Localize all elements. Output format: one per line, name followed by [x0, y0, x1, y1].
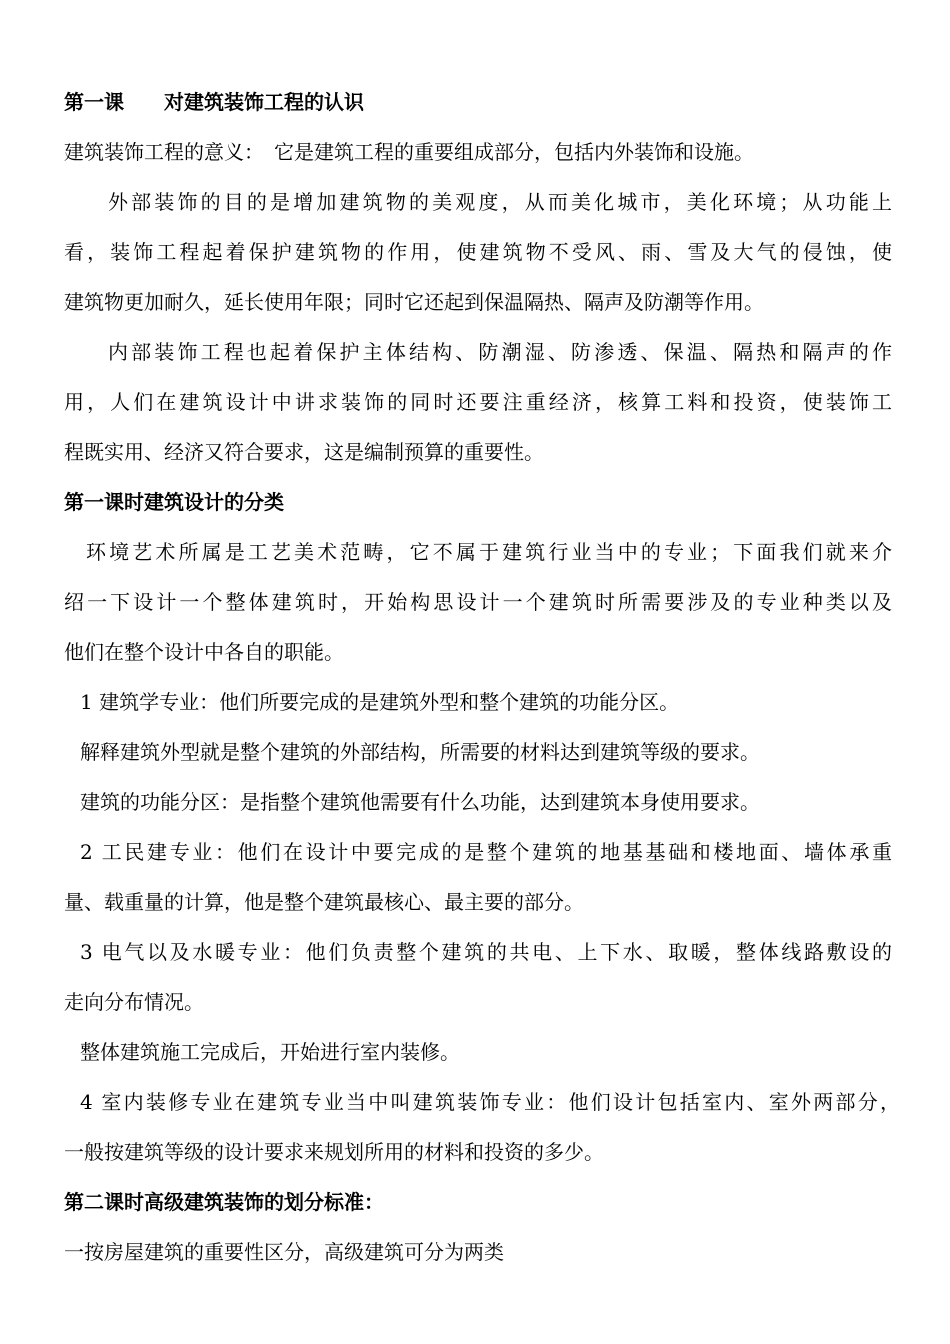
para2-line2: 用，人们在建筑设计中讲求装饰的同时还要注重经济，核算工料和投资，使装饰工 [64, 390, 892, 414]
note-construction: 整体建筑施工完成后，开始进行室内装修。 [80, 1040, 460, 1064]
item1-note1: 解释建筑外型就是整个建筑的外部结构，所需要的材料达到建筑等级的要求。 [80, 740, 760, 764]
para1-line3: 建筑物更加耐久，延长使用年限；同时它还起到保温隔热、隔声及防潮等作用。 [64, 290, 764, 314]
item2-line1: 2 工民建专业：他们在设计中要完成的是整个建筑的地基基础和楼地面、墙体承重 [80, 840, 892, 864]
item3-line2: 走向分布情况。 [64, 990, 204, 1014]
para2-line1: 内部装饰工程也起着保护主体结构、防潮湿、防渗透、保温、隔热和隔声的作 [108, 340, 892, 364]
lesson1-title: 第一课 对建筑装饰工程的认识 [64, 90, 364, 114]
section2-title: 第二课时高级建筑装饰的划分标准： [64, 1190, 384, 1214]
para2-line3: 程既实用、经济又符合要求，这是编制预算的重要性。 [64, 440, 544, 464]
item1: 1 建筑学专业：他们所要完成的是建筑外型和整个建筑的功能分区。 [80, 690, 680, 714]
item3-line1: 3 电气以及水暖专业：他们负责整个建筑的共电、上下水、取暖，整体线路敷设的 [80, 940, 892, 964]
para3-line1: 环境艺术所属是工艺美术范畴，它不属于建筑行业当中的专业；下面我们就来介 [86, 540, 892, 564]
last-line: 一按房屋建筑的重要性区分，高级建筑可分为两类 [64, 1240, 504, 1264]
para3-line2: 绍一下设计一个整体建筑时，开始构思设计一个建筑时所需要涉及的专业种类以及 [64, 590, 892, 614]
section1-title: 第一课时建筑设计的分类 [64, 490, 284, 514]
item4-line2: 一般按建筑等级的设计要求来规划所用的材料和投资的多少。 [64, 1140, 604, 1164]
item2-line2: 量、载重量的计算，他是整个建筑最核心、最主要的部分。 [64, 890, 584, 914]
para1-line1: 外部装饰的目的是增加建筑物的美观度，从而美化城市，美化环境；从功能上 [108, 190, 892, 214]
item1-note2: 建筑的功能分区：是指整个建筑他需要有什么功能，达到建筑本身使用要求。 [80, 790, 760, 814]
meaning-line: 建筑装饰工程的意义： 它是建筑工程的重要组成部分，包括内外装饰和设施。 [64, 140, 754, 164]
para3-line3: 他们在整个设计中各自的职能。 [64, 640, 344, 664]
item4-line1: 4 室内装修专业在建筑专业当中叫建筑装饰专业：他们设计包括室内、室外两部分， [80, 1090, 900, 1114]
para1-line2: 看，装饰工程起着保护建筑物的作用，使建筑物不受风、雨、雪及大气的侵蚀，使 [64, 240, 892, 264]
